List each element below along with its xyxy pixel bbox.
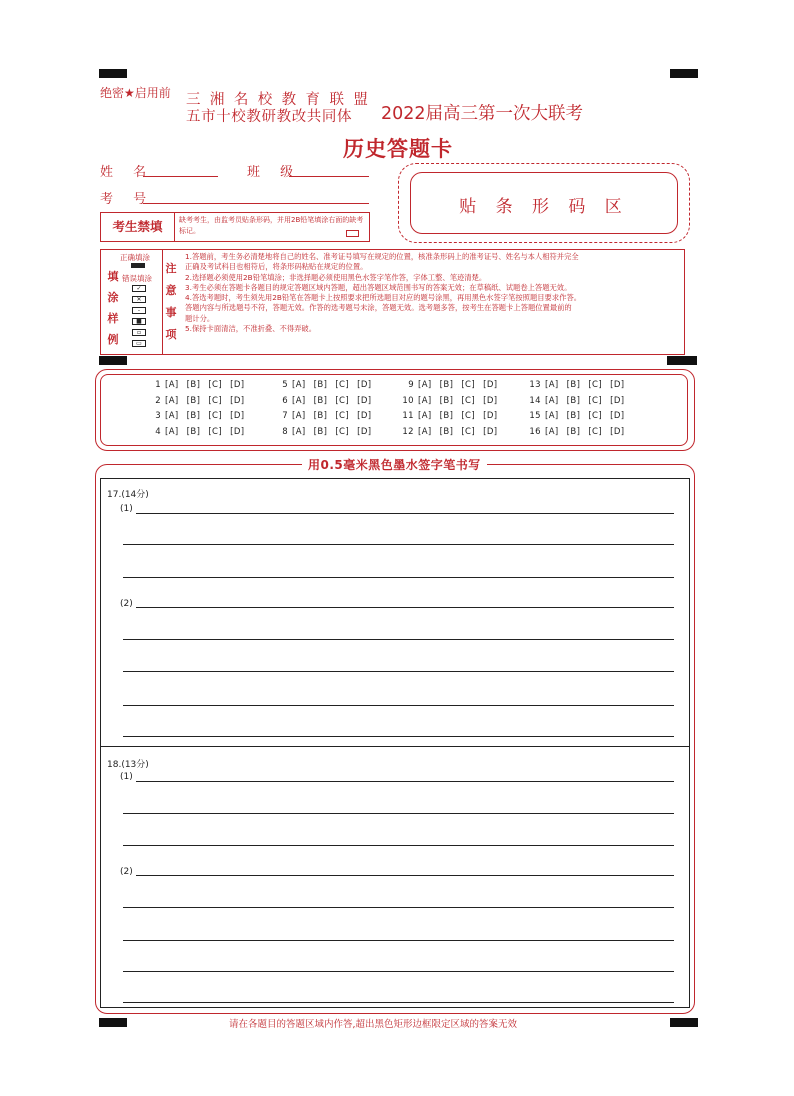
choice-number: 6 bbox=[282, 396, 288, 406]
choice-question-16 bbox=[525, 427, 633, 437]
absence-instruction: 缺考考生，由监考员贴条形码，并用2B铅笔填涂右面的缺考标记。 bbox=[179, 216, 364, 235]
answer-line[interactable] bbox=[123, 736, 674, 737]
exam-title: 2022届高三第一次大联考 bbox=[381, 104, 584, 124]
choice-option-bubble[interactable]: [C] bbox=[208, 396, 223, 406]
choice-option-bubble[interactable]: [A] bbox=[165, 427, 179, 437]
question-17-part-2-label: (2) bbox=[120, 599, 133, 609]
notice-list bbox=[185, 252, 681, 334]
choice-question-8 bbox=[272, 427, 380, 437]
notice-item: 5.保持卡面清洁，不准折叠、不得弄破。 bbox=[185, 324, 317, 334]
answer-line[interactable] bbox=[136, 781, 674, 782]
fill-example-panel bbox=[101, 250, 163, 354]
choice-option-bubble[interactable]: [A] bbox=[165, 396, 179, 406]
choice-number: 7 bbox=[282, 411, 288, 421]
choice-number: 11 bbox=[402, 411, 414, 421]
choice-option-bubble[interactable]: [C] bbox=[461, 411, 476, 421]
registration-mark-bottom-right bbox=[670, 1018, 698, 1027]
choice-option-bubble[interactable]: [A] bbox=[545, 396, 559, 406]
choice-number: 16 bbox=[529, 427, 541, 437]
notice-item: 正确及考试科目也相符后，将条形码粘贴在规定的位置。 bbox=[185, 262, 368, 272]
answer-line[interactable] bbox=[123, 971, 674, 972]
correct-fill-mark bbox=[131, 263, 145, 268]
choice-option-bubble[interactable]: [C] bbox=[208, 380, 223, 390]
choice-question-2 bbox=[145, 396, 253, 406]
choice-option-bubble[interactable]: [D] bbox=[610, 396, 625, 406]
choice-question-1 bbox=[145, 380, 253, 390]
choice-option-bubble[interactable]: [B] bbox=[566, 411, 581, 421]
wrong-fill-example: ▭ bbox=[132, 340, 146, 347]
exam-number-label: 考 号 bbox=[100, 192, 155, 207]
question-18-box bbox=[100, 746, 690, 1008]
choice-option-bubble[interactable]: [B] bbox=[186, 380, 201, 390]
answer-line[interactable] bbox=[123, 845, 674, 846]
answer-line[interactable] bbox=[123, 671, 674, 672]
question-17-label: 17.(14分) bbox=[107, 490, 149, 500]
answer-section-header: 用0.5毫米黑色墨水签字笔书写 bbox=[302, 456, 487, 473]
class-field[interactable] bbox=[289, 176, 369, 177]
exam-number-field[interactable] bbox=[143, 203, 369, 204]
answer-line[interactable] bbox=[136, 513, 674, 514]
question-17-part-1-label: (1) bbox=[120, 504, 133, 514]
choice-section bbox=[100, 374, 688, 446]
choice-question-14 bbox=[525, 396, 633, 406]
choice-number: 2 bbox=[155, 396, 161, 406]
choice-number: 15 bbox=[529, 411, 541, 421]
choice-option-bubble[interactable]: [A] bbox=[418, 427, 432, 437]
wrong-fill-example: ✕ bbox=[132, 296, 146, 303]
answer-line[interactable] bbox=[123, 907, 674, 908]
choice-option-bubble[interactable]: [C] bbox=[461, 427, 476, 437]
choice-question-10 bbox=[398, 396, 506, 406]
choice-option-bubble[interactable]: [B] bbox=[566, 427, 581, 437]
registration-mark-mid-right bbox=[667, 356, 697, 365]
alliance-line-2: 五市十校教研教改共同体 bbox=[186, 109, 353, 125]
choice-option-bubble[interactable]: [A] bbox=[292, 427, 306, 437]
choice-number: 12 bbox=[402, 427, 414, 437]
choice-option-bubble[interactable]: [D] bbox=[357, 396, 372, 406]
wrong-fill-label: 错误填涂 bbox=[122, 274, 152, 283]
forbidden-label: 考生禁填 bbox=[101, 213, 175, 241]
question-17-box bbox=[100, 478, 690, 747]
choice-option-bubble[interactable]: [B] bbox=[186, 411, 201, 421]
wrong-fill-example: - bbox=[132, 307, 146, 314]
choice-option-bubble[interactable]: [D] bbox=[483, 411, 498, 421]
alliance-line-1: 三 湘 名 校 教 育 联 盟 bbox=[186, 92, 371, 108]
choice-option-bubble[interactable]: [A] bbox=[292, 380, 306, 390]
footer-note: 请在各题目的答题区域内作答,超出黑色矩形边框限定区域的答案无效 bbox=[229, 1019, 518, 1030]
choice-option-bubble[interactable]: [D] bbox=[230, 396, 245, 406]
choice-option-bubble[interactable]: [A] bbox=[165, 411, 179, 421]
choice-option-bubble[interactable]: [D] bbox=[357, 411, 372, 421]
choice-option-bubble[interactable]: [D] bbox=[230, 380, 245, 390]
notice-item: 4.答选考题时，考生须先用2B铅笔在答题卡上按照要求把所选题目对应的题号涂黑，再用黑色水签字笔按照题目要求作答。 bbox=[185, 293, 582, 303]
choice-question-13 bbox=[525, 380, 633, 390]
choice-option-bubble[interactable]: [C] bbox=[208, 427, 223, 437]
correct-fill-label: 正确填涂 bbox=[120, 253, 150, 262]
choice-option-bubble[interactable]: [D] bbox=[610, 380, 625, 390]
choice-option-bubble[interactable]: [B] bbox=[313, 427, 328, 437]
name-label: 姓 名 bbox=[100, 165, 155, 180]
choice-option-bubble[interactable]: [B] bbox=[439, 427, 454, 437]
choice-question-7 bbox=[272, 411, 380, 421]
candidate-forbidden-box bbox=[100, 212, 370, 242]
secret-label: 绝密★启用前 bbox=[100, 86, 171, 100]
choice-option-bubble[interactable]: [C] bbox=[588, 380, 603, 390]
answer-line[interactable] bbox=[123, 577, 674, 578]
choice-question-6 bbox=[272, 396, 380, 406]
choice-question-12 bbox=[398, 427, 506, 437]
name-field[interactable] bbox=[143, 176, 218, 177]
choice-option-bubble[interactable]: [C] bbox=[335, 411, 350, 421]
choice-option-bubble[interactable]: [A] bbox=[418, 411, 432, 421]
notice-item: 题计分。 bbox=[185, 313, 215, 323]
answer-line[interactable] bbox=[136, 875, 674, 876]
choice-question-15 bbox=[525, 411, 633, 421]
subject-title: 历史答题卡 bbox=[343, 137, 453, 161]
choice-option-bubble[interactable]: [D] bbox=[483, 427, 498, 437]
choice-option-bubble[interactable]: [D] bbox=[230, 427, 245, 437]
choice-option-bubble[interactable]: [C] bbox=[335, 380, 350, 390]
absence-mark-box[interactable] bbox=[346, 230, 359, 237]
choice-option-bubble[interactable]: [B] bbox=[566, 396, 581, 406]
choice-question-3 bbox=[145, 411, 253, 421]
choice-number: 10 bbox=[402, 396, 414, 406]
wrong-fill-example: ■ bbox=[132, 318, 146, 325]
choice-number: 4 bbox=[155, 427, 161, 437]
choice-question-9 bbox=[398, 380, 506, 390]
choice-option-bubble[interactable]: [C] bbox=[588, 411, 603, 421]
choice-number: 13 bbox=[529, 380, 541, 390]
answer-line[interactable] bbox=[123, 940, 674, 941]
question-18-label: 18.(13分) bbox=[107, 760, 149, 770]
answer-line[interactable] bbox=[123, 639, 674, 640]
choice-option-bubble[interactable]: [C] bbox=[208, 411, 223, 421]
question-18-part-1-label: (1) bbox=[120, 772, 133, 782]
choice-option-bubble[interactable]: [C] bbox=[335, 396, 350, 406]
notice-item: 1.答题前，考生务必清楚地将自己的姓名、准考证号填写在规定的位置，核准条形码上的准考证号、姓名与本人相符并完全 bbox=[185, 252, 579, 261]
alliance-name bbox=[186, 92, 370, 126]
choice-option-bubble[interactable]: [B] bbox=[186, 427, 201, 437]
choice-option-bubble[interactable]: [A] bbox=[292, 411, 306, 421]
choice-option-bubble[interactable]: [D] bbox=[483, 396, 498, 406]
choice-option-bubble[interactable]: [A] bbox=[418, 396, 432, 406]
answer-line[interactable] bbox=[123, 1002, 674, 1003]
choice-option-bubble[interactable]: [C] bbox=[461, 380, 476, 390]
choice-option-bubble[interactable]: [A] bbox=[292, 396, 306, 406]
choice-option-bubble[interactable]: [B] bbox=[313, 411, 328, 421]
choice-option-bubble[interactable]: [A] bbox=[165, 380, 179, 390]
barcode-area-label: 贴 条 形 码 区 bbox=[459, 197, 629, 217]
choice-option-bubble[interactable]: [B] bbox=[439, 396, 454, 406]
choice-number: 9 bbox=[408, 380, 414, 390]
choice-option-bubble[interactable]: [D] bbox=[230, 411, 245, 421]
choice-number: 5 bbox=[282, 380, 288, 390]
choice-option-bubble[interactable]: [D] bbox=[357, 427, 372, 437]
answer-line[interactable] bbox=[123, 544, 674, 545]
answer-line[interactable] bbox=[123, 813, 674, 814]
notice-item: 3.考生必须在答题卡各题目的规定答题区域内答题，超出答题区域范围书写的答案无效；在草稿纸、试题卷上答题无效。 bbox=[185, 282, 572, 292]
choice-option-bubble[interactable]: [C] bbox=[588, 427, 603, 437]
class-label: 班 级 bbox=[247, 165, 302, 180]
choice-option-bubble[interactable]: [D] bbox=[610, 411, 625, 421]
choice-option-bubble[interactable]: [D] bbox=[483, 380, 498, 390]
answer-line[interactable] bbox=[136, 607, 674, 608]
instructions-box bbox=[100, 249, 685, 355]
choice-option-bubble[interactable]: [A] bbox=[545, 427, 559, 437]
choice-option-bubble[interactable]: [C] bbox=[335, 427, 350, 437]
registration-mark-bottom-left bbox=[99, 1018, 127, 1027]
choice-number: 1 bbox=[155, 380, 161, 390]
choice-option-bubble[interactable]: [A] bbox=[545, 380, 559, 390]
choice-number: 14 bbox=[529, 396, 541, 406]
choice-option-bubble[interactable]: [C] bbox=[461, 396, 476, 406]
choice-option-bubble[interactable]: [B] bbox=[439, 380, 454, 390]
wrong-fill-example: ✓ bbox=[132, 285, 146, 292]
registration-mark-mid-left bbox=[99, 356, 127, 365]
choice-option-bubble[interactable]: [A] bbox=[545, 411, 559, 421]
choice-option-bubble[interactable]: [D] bbox=[357, 380, 372, 390]
choice-option-bubble[interactable]: [B] bbox=[313, 396, 328, 406]
choice-option-bubble[interactable]: [A] bbox=[418, 380, 432, 390]
notice-item: 答题内容与所选题号不符，答题无效。作答的选考题号未涂，答题无效。选考题多答，按考生在答题卡上答题位置最前的 bbox=[185, 303, 572, 313]
choice-question-5 bbox=[272, 380, 380, 390]
choice-number: 3 bbox=[155, 411, 161, 421]
fill-example-vertical-label: 填 涂 样 例 bbox=[107, 270, 119, 346]
choice-option-bubble[interactable]: [B] bbox=[439, 411, 454, 421]
answer-line[interactable] bbox=[123, 705, 674, 706]
choice-option-bubble[interactable]: [B] bbox=[186, 396, 201, 406]
choice-option-bubble[interactable]: [B] bbox=[566, 380, 581, 390]
choice-option-bubble[interactable]: [C] bbox=[588, 396, 603, 406]
choice-option-bubble[interactable]: [D] bbox=[610, 427, 625, 437]
choice-question-11 bbox=[398, 411, 506, 421]
wrong-fill-example: ▫ bbox=[132, 329, 146, 336]
notice-item: 2.选择题必须使用2B铅笔填涂；非选择题必须使用黑色水签字笔作答，字体工整、笔迹清楚。 bbox=[185, 272, 487, 282]
registration-mark-top-left bbox=[99, 69, 127, 78]
question-18-part-2-label: (2) bbox=[120, 867, 133, 877]
choice-number: 8 bbox=[282, 427, 288, 437]
notice-vertical-label: 注 意 事 项 bbox=[165, 262, 177, 341]
choice-question-4 bbox=[145, 427, 253, 437]
registration-mark-top-right bbox=[670, 69, 698, 78]
choice-option-bubble[interactable]: [B] bbox=[313, 380, 328, 390]
